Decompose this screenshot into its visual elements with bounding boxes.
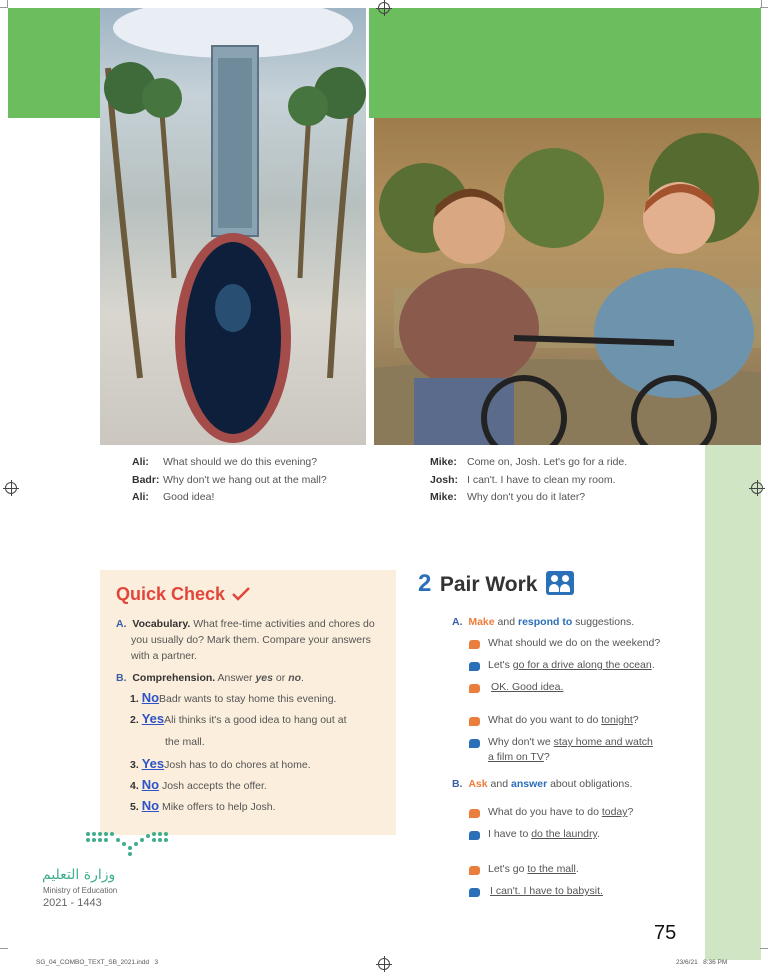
instruction-a <box>452 616 634 628</box>
line-end: . <box>575 863 579 875</box>
item-text: Badr wants to stay home this evening. <box>159 693 337 705</box>
conversation-line <box>491 681 563 693</box>
speaker: Josh: <box>430 473 459 486</box>
line-text: Let's <box>488 659 513 671</box>
line-end: ? <box>627 806 634 818</box>
dialog-line <box>132 472 327 490</box>
line-underlined: a film on TV <box>488 751 544 763</box>
list-item <box>130 688 390 709</box>
crop-mark <box>7 0 8 8</box>
line-text: Let's go <box>488 863 528 875</box>
line-end: ? <box>543 751 550 763</box>
crop-mark <box>760 948 768 949</box>
speech-bubble-icon <box>469 640 480 649</box>
item-answer: No <box>141 777 160 792</box>
line-text: Why don't we <box>488 736 554 748</box>
ask-word: Ask <box>468 778 488 790</box>
quick-check-title <box>116 584 250 605</box>
speech-bubble-icon <box>469 866 480 875</box>
list-item <box>130 709 390 730</box>
boys-bicycle-photo <box>374 118 761 445</box>
line-text: What should we do on the weekend? <box>488 637 661 649</box>
line-text: Come on, Josh. Let's go for a ride. <box>467 456 628 468</box>
line-text: What do you have to do <box>488 806 602 818</box>
dialog-line <box>430 454 627 472</box>
line-end: . <box>651 659 655 671</box>
vocab-line-3: with a partner. <box>131 650 197 662</box>
make-word: Make <box>468 616 495 628</box>
conversation-line <box>488 714 639 726</box>
item-number: 3. <box>130 759 139 771</box>
line-underlined: I can't. I have to babysit. <box>490 885 603 897</box>
instruction-rest: about obligations. <box>550 778 633 790</box>
item-number: 2. <box>130 714 139 726</box>
vocabulary-instruction: A. Vocabulary. What free-time activities and chores do you usually do? Mark them. Compare your answers with a partner. B. Comprehension. Answer yes or no. <box>116 616 394 686</box>
conversation-line <box>488 863 579 875</box>
item-text: Josh accepts the offer. <box>161 780 267 792</box>
ministry-arabic-name: وزارة التعليم <box>42 867 116 883</box>
right-margin-band <box>705 445 761 960</box>
speech-bubble-icon <box>469 717 480 726</box>
registration-mark-icon <box>5 482 17 494</box>
list-item <box>130 775 390 796</box>
item-text: Mike offers to help Josh. <box>161 801 276 813</box>
conversation-line <box>488 806 633 818</box>
or-word: or <box>275 672 286 684</box>
line-text: Why don't we hang out at the mall? <box>163 473 327 486</box>
line-text: Good idea! <box>163 491 215 503</box>
mall-photo <box>100 8 366 445</box>
item-number: 4. <box>130 780 139 792</box>
quick-check-title-text: Quick Check <box>116 584 226 604</box>
item-text: Ali thinks it's a good idea to hang out at <box>164 714 347 726</box>
ministry-logo <box>84 830 174 865</box>
item-number: 1. <box>130 693 139 705</box>
top-right-green-block <box>369 8 761 118</box>
vocab-line-2: you usually do? Mark them. Compare your answers <box>131 634 371 646</box>
list-item <box>130 754 390 775</box>
pair-work-icon <box>546 571 574 595</box>
answer-word: Answer <box>217 672 253 684</box>
no-word: no <box>288 672 302 684</box>
quick-check-box <box>100 570 396 835</box>
speaker: Ali: <box>132 456 149 468</box>
letter-a: A. <box>452 616 463 628</box>
page-number: 75 <box>654 922 677 944</box>
footer-date: 23/6/21 8:36 PM <box>676 959 728 966</box>
conversation-line-continued <box>488 751 550 763</box>
crop-mark <box>0 948 8 949</box>
dialog-line <box>132 489 327 507</box>
instruction-rest: suggestions. <box>575 616 635 628</box>
registration-mark-icon <box>378 958 390 970</box>
dialog-line <box>430 472 627 490</box>
registration-mark-icon <box>378 2 390 14</box>
item-text: Josh has to do chores at home. <box>164 759 311 771</box>
vocab-line-1: What free-time activities and chores do <box>193 618 375 630</box>
line-underlined: to the mall <box>527 863 576 875</box>
speech-bubble-icon <box>469 684 480 693</box>
conversation-line <box>488 828 600 840</box>
vocabulary-label: Vocabulary. <box>132 618 191 630</box>
dialog-left <box>132 454 327 507</box>
letter-b: B. <box>116 672 127 684</box>
conversation-line <box>488 736 653 748</box>
dialog-line <box>132 454 327 472</box>
line-underlined: tonight <box>601 714 633 726</box>
line-underlined: go for a drive along the ocean <box>512 659 652 671</box>
conversation-line <box>488 659 655 671</box>
top-left-green-block <box>8 8 100 118</box>
instruction-b <box>452 778 632 790</box>
item-answer: No <box>141 690 160 705</box>
line-text: I can't. I have to clean my room. <box>467 473 616 486</box>
and-word: and <box>497 616 516 628</box>
list-item <box>130 796 390 817</box>
ministry-year: 2021 - 1443 <box>43 897 102 909</box>
respond-word: respond to <box>517 616 573 628</box>
footer-file-name: SG_04_COMBO_TEXT_SB_2021.indd 3 <box>36 959 159 966</box>
line-end: . <box>596 828 600 840</box>
registration-mark-icon <box>751 482 763 494</box>
dialog-right <box>430 454 627 507</box>
section-title: Pair Work <box>439 573 538 596</box>
conversation-line <box>488 637 660 649</box>
speaker: Badr: <box>132 473 160 486</box>
item-answer: No <box>141 798 160 813</box>
line-text: I have to <box>488 828 532 840</box>
speech-bubble-icon <box>469 831 480 840</box>
line-underlined: stay home and watch <box>553 736 653 748</box>
letter-b: B. <box>452 778 463 790</box>
line-underlined: today <box>601 806 628 818</box>
comprehension-items <box>130 688 390 817</box>
item-answer: Yes <box>141 711 165 726</box>
line-underlined: OK. Good idea. <box>491 681 564 693</box>
speaker: Mike: <box>430 456 457 468</box>
line-text: Why don't you do it later? <box>467 491 586 503</box>
line-text: What should we do this evening? <box>163 456 318 468</box>
checkmark-icon <box>232 587 250 601</box>
speaker: Mike: <box>430 491 457 503</box>
letter-a: A. <box>116 618 127 630</box>
item-text-continued: the mall. <box>165 736 205 748</box>
ministry-dots-icon <box>84 830 174 860</box>
line-end: ? <box>632 714 639 726</box>
pair-work-heading <box>418 570 574 598</box>
crop-mark <box>760 7 768 8</box>
conversation-line <box>490 885 603 897</box>
answer-word: answer <box>510 778 548 790</box>
section-number: 2 <box>418 570 432 597</box>
item-answer: Yes <box>141 756 165 771</box>
line-underlined: do the laundry <box>531 828 597 840</box>
speech-bubble-icon <box>469 809 480 818</box>
speech-bubble-icon <box>469 888 480 897</box>
speech-bubble-icon <box>469 662 480 671</box>
comprehension-label: Comprehension. <box>132 672 216 684</box>
yes-word: yes <box>255 672 273 684</box>
and-word: and <box>490 778 509 790</box>
item-number: 5. <box>130 801 139 813</box>
speaker: Ali: <box>132 491 149 503</box>
speech-bubble-icon <box>469 739 480 748</box>
dialog-line <box>430 489 627 507</box>
ministry-english-name: Ministry of Education <box>43 886 118 895</box>
line-text: What do you want to do <box>488 714 602 726</box>
